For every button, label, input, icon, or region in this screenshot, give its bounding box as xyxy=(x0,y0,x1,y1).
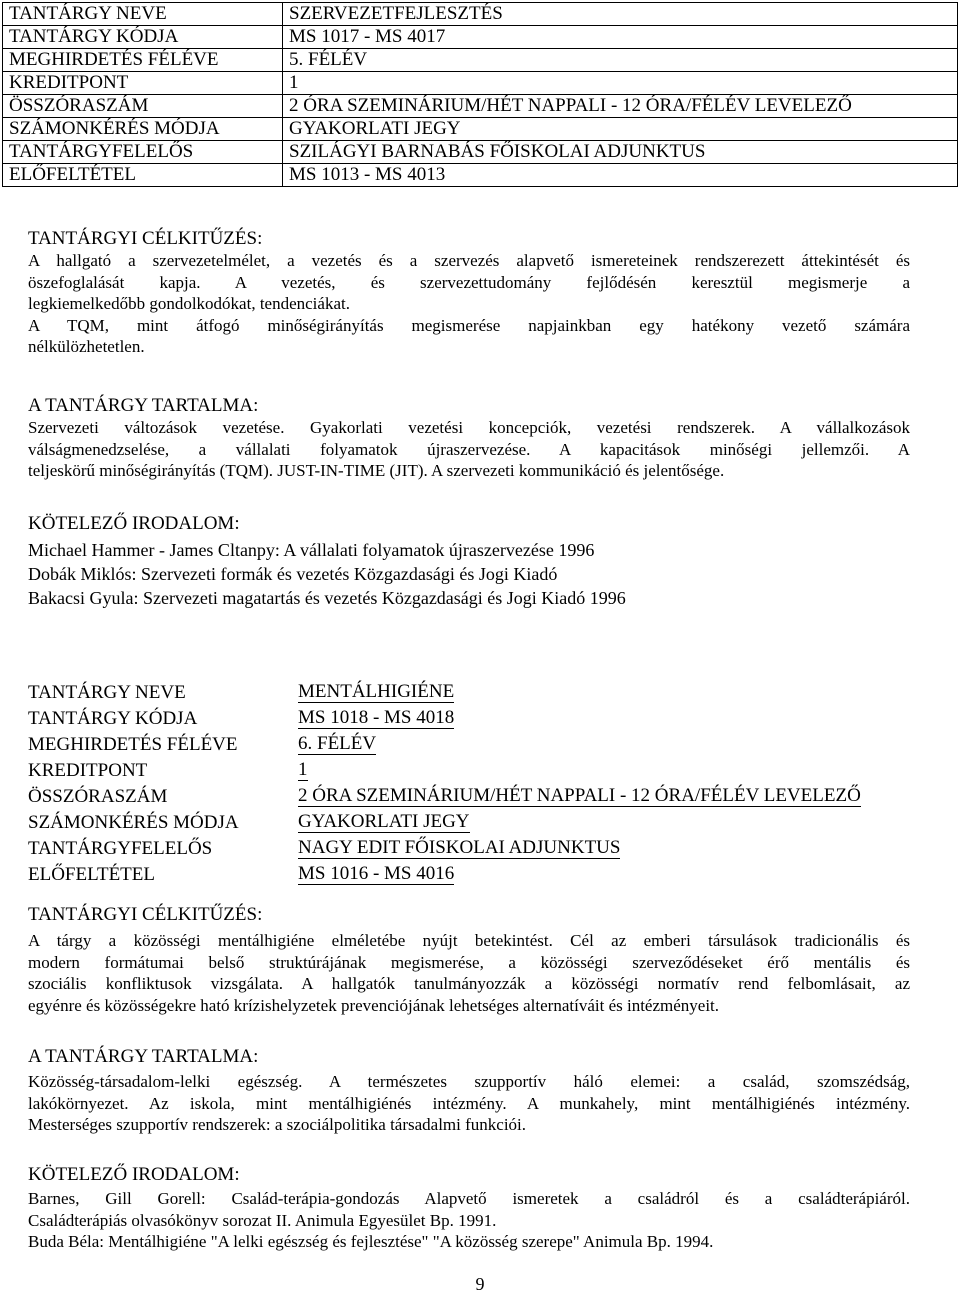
row-label: ELŐFELTÉTEL xyxy=(3,164,283,187)
row-label: ELŐFELTÉTEL xyxy=(28,863,155,885)
section-text xyxy=(28,250,910,358)
table-row xyxy=(3,72,958,95)
row-value: SZILÁGYI BARNABÁS FŐISKOLAI ADJUNKTUS xyxy=(283,141,958,164)
row-label: TANTÁRGYFELELŐS xyxy=(3,141,283,164)
row-value: 2 ÓRA SZEMINÁRIUM/HÉT NAPPALI - 12 ÓRA/FÉLÉV LEVELEZŐ xyxy=(283,95,958,118)
table-row xyxy=(3,26,958,49)
section-heading: KÖTELEZŐ IRODALOM: xyxy=(28,513,240,534)
row-value-text: MENTÁLHIGIÉNE xyxy=(298,681,455,702)
text-line: szociális konfliktusok vizsgálata. A hallgatók tanulmányozzák a közösségi normatív rend felbomlásait, az xyxy=(28,974,910,993)
course1-content-section xyxy=(28,395,910,482)
text-line: nélkülözhetetlen. xyxy=(28,337,145,356)
section-heading: A TANTÁRGY TARTALMA: xyxy=(28,395,259,416)
text-line: egyénre és közösségekre ható krízishelyzetek prevenciójának lehetséges alternatíváit és intézményeit. xyxy=(28,995,720,1015)
row-value xyxy=(298,757,861,783)
section-heading: TANTÁRGYI CÉLKITŰZÉS: xyxy=(28,904,263,925)
row-value: 1 xyxy=(283,72,958,95)
section-heading: KÖTELEZŐ IRODALOM: xyxy=(28,1164,240,1185)
text-line: A TQM, mint átfogó minőségirányítás megismerése napjainkban egy hatékony vezető számára xyxy=(28,315,910,335)
page-number: 9 xyxy=(475,1274,485,1294)
table-row xyxy=(3,164,958,187)
table-row xyxy=(3,95,958,118)
text-line: lakókörnyezet. Az iskola, mint mentálhigiénés intézmény. A munkahely, mint mentálhigiénés intézmény. xyxy=(28,1093,910,1113)
row-label: SZÁMONKÉRÉS MÓDJA xyxy=(28,811,239,833)
literature-item: Michael Hammer - James Cltanpy: A vállalati folyamatok újraszervezése 1996 xyxy=(28,540,595,560)
row-value-text: 6. FÉLÉV xyxy=(298,733,377,754)
text-line: válságmenedzselése, a vállalati folyamatok újraszervezése. A kapacitások minőségi jellemzői. A xyxy=(28,439,910,459)
row-value: MS 1013 - MS 4013 xyxy=(283,164,958,187)
row-label: TANTÁRGYFELELŐS xyxy=(28,837,213,859)
row-label: KREDITPONT xyxy=(3,72,283,95)
text-line: A hallgató a szervezetelmélet, a vezetés és a szervezés alapvető ismereteinek rendszerezett áttekintését és xyxy=(28,251,910,270)
row-value xyxy=(298,731,861,757)
literature-item: Barnes, Gill Gorell: Család-terápia-gondozás Alapvető ismeretek a családról és a családterápiáról. xyxy=(28,1189,910,1208)
row-value-text: NAGY EDIT FŐISKOLAI ADJUNKTUS xyxy=(298,837,621,858)
table-row xyxy=(3,141,958,164)
text-line: Szervezeti változások vezetése. Gyakorlati vezetési koncepciók, vezetési rendszerek. A vállalkozások xyxy=(28,418,910,437)
text-line: A tárgy a közösségi mentálhigiéne elméletébe nyújt betekintést. Cél az emberi társulások tradicionális és xyxy=(28,931,910,950)
section-heading: TANTÁRGYI CÉLKITŰZÉS: xyxy=(28,228,263,249)
course2-content-section xyxy=(28,1046,910,1136)
table-row xyxy=(3,49,958,72)
course1-info-table xyxy=(2,2,958,187)
section-text xyxy=(28,1188,910,1253)
row-value: MS 1017 - MS 4017 xyxy=(283,26,958,49)
row-label: TANTÁRGY KÓDJA xyxy=(28,707,198,729)
text-line: Közösség-társadalom-lelki egészség. A természetes szupportív háló elemei: a család, szomszédság, xyxy=(28,1072,910,1091)
literature-item: Bakacsi Gyula: Szervezeti magatartás és vezetés Közgazdasági és Jogi Kiadó 1996 xyxy=(28,588,626,608)
row-value-text: 1 xyxy=(298,759,308,780)
row-value-text: MS 1018 - MS 4018 xyxy=(298,707,455,728)
row-value xyxy=(298,809,861,835)
row-value: SZERVEZETFEJLESZTÉS xyxy=(283,3,958,26)
row-value xyxy=(298,705,861,731)
row-value xyxy=(298,679,861,705)
row-label: TANTÁRGY NEVE xyxy=(3,3,283,26)
table-row xyxy=(0,757,861,783)
literature-item: Buda Béla: Mentálhigiéne "A lelki egészség és fejlesztése" "A közösség szerepe" Animula Bp. 1994. xyxy=(28,1232,714,1251)
literature-item: Családterápiás olvasókönyv sorozat II. Animula Egyesület Bp. 1991. xyxy=(28,1210,497,1230)
text-line: teljeskörű minőségirányítás (TQM). JUST-IN-TIME (JIT). A szervezeti kommunikáció és jelentősége. xyxy=(28,461,725,480)
course2-literature-section xyxy=(28,1164,910,1253)
row-label: TANTÁRGY NEVE xyxy=(28,681,186,703)
row-value xyxy=(298,835,861,861)
text-line: modern formátumai belső struktúrájának megismerése, a közösségi szerveződéseket érő mentális és xyxy=(28,952,910,972)
table-row xyxy=(0,835,861,861)
table-row xyxy=(0,861,861,887)
row-value-text: MS 1016 - MS 4016 xyxy=(298,863,455,884)
row-value-text: 2 ÓRA SZEMINÁRIUM/HÉT NAPPALI - 12 ÓRA/FÉLÉV LEVELEZŐ xyxy=(298,785,861,806)
text-line: Mesterséges szupportív rendszerek: a szociálpolitika társadalmi funkciói. xyxy=(28,1115,527,1134)
text-line: legkiemelkedőbb gondolkodókat, tendenciákat. xyxy=(28,294,350,313)
section-text xyxy=(28,417,910,482)
row-label: TANTÁRGY KÓDJA xyxy=(3,26,283,49)
row-value-text: GYAKORLATI JEGY xyxy=(298,811,470,832)
row-label: ÖSSZÓRASZÁM xyxy=(3,95,283,118)
table-row xyxy=(0,809,861,835)
course1-literature-section xyxy=(28,513,910,609)
text-line: öszefoglalását kapja. A vezetés, és szervezettudomány fejlődésén keresztül megismerje a xyxy=(28,272,910,292)
row-label: SZÁMONKÉRÉS MÓDJA xyxy=(3,118,283,141)
row-label: KREDITPONT xyxy=(28,759,148,781)
table-row xyxy=(0,783,861,809)
section-text xyxy=(28,1071,910,1136)
row-value xyxy=(298,861,861,887)
row-label: ÖSSZÓRASZÁM xyxy=(28,785,168,807)
row-value: GYAKORLATI JEGY xyxy=(283,118,958,141)
row-value: 5. FÉLÉV xyxy=(283,49,958,72)
section-text xyxy=(28,930,910,1016)
course1-goals-section xyxy=(28,228,910,358)
course2-info-table xyxy=(0,679,861,887)
row-label: MEGHIRDETÉS FÉLÉVE xyxy=(28,733,238,755)
table-row xyxy=(0,731,861,757)
literature-item: Dobák Miklós: Szervezeti formák és vezetés Közgazdasági és Jogi Kiadó xyxy=(28,564,558,584)
table-row xyxy=(3,3,958,26)
table-row xyxy=(3,118,958,141)
table-row xyxy=(0,705,861,731)
table-row xyxy=(0,679,861,705)
row-label: MEGHIRDETÉS FÉLÉVE xyxy=(3,49,283,72)
row-value xyxy=(298,783,861,809)
section-heading: A TANTÁRGY TARTALMA: xyxy=(28,1046,259,1067)
course2-goals-section xyxy=(28,904,910,1016)
